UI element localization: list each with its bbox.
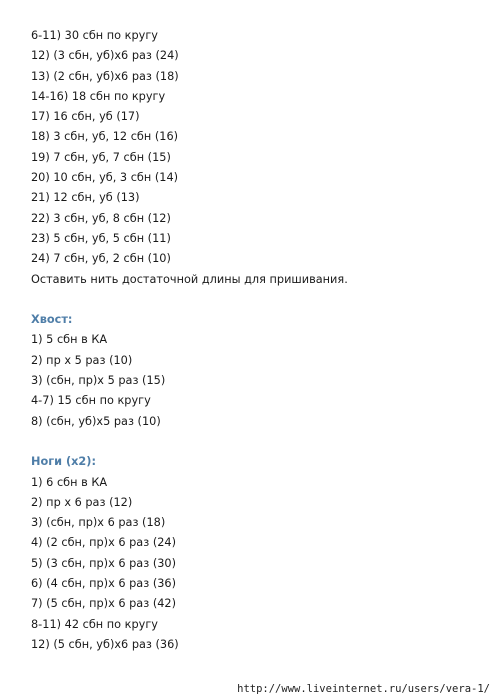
pattern-row: 17) 16 сбн, уб (17): [31, 110, 140, 124]
section-gap: [31, 290, 484, 310]
pattern-row: 19) 7 сбн, уб, 7 сбн (15): [31, 150, 171, 164]
legs-pattern-row: 8-11) 42 сбн по кругу: [31, 617, 158, 631]
tail-section: [31, 330, 484, 431]
tail-pattern-row: 1) 5 сбн в КА: [31, 333, 108, 347]
legs-pattern-row: 6) (4 сбн, пр)х 6 раз (36): [31, 577, 177, 591]
legs-pattern-row: 3) (сбн, пр)х 6 раз (18): [31, 516, 166, 530]
pattern-row: 21) 12 сбн, уб (13): [31, 191, 140, 205]
pattern-row: 13) (2 сбн, уб)х6 раз (18): [31, 69, 179, 83]
body-section: [31, 26, 484, 290]
pattern-row: 22) 3 сбн, уб, 8 сбн (12): [31, 211, 171, 225]
legs-pattern-row: 2) пр х 6 раз (12): [31, 495, 133, 509]
tail-pattern-row: 4-7) 15 сбн по кругу: [31, 394, 151, 408]
legs-pattern-row: 7) (5 сбн, пр)х 6 раз (42): [31, 597, 177, 611]
legs-pattern-row: 12) (5 сбн, уб)х6 раз (36): [31, 637, 179, 651]
legs-pattern-row: 1) 6 сбн в КА: [31, 475, 108, 489]
tail-pattern-row: 8) (сбн, уб)х5 раз (10): [31, 414, 161, 428]
pattern-row: 20) 10 сбн, уб, 3 сбн (14): [31, 171, 179, 185]
tail-pattern-row: 3) (сбн, пр)х 5 раз (15): [31, 374, 166, 388]
legs-pattern-row: 4) (2 сбн, пр)х 6 раз (24): [31, 536, 177, 550]
watermark-url: http://www.liveinternet.ru/users/vera-1/: [237, 683, 490, 695]
legs-section: [31, 473, 484, 656]
pattern-row: Оставить нить достаточной длины для пришивания.: [31, 272, 348, 286]
tail-pattern-row: 2) пр х 5 раз (10): [31, 353, 133, 367]
pattern-row: 18) 3 сбн, уб, 12 сбн (16): [31, 130, 179, 144]
pattern-row: 12) (3 сбн, уб)х6 раз (24): [31, 49, 179, 63]
document-page: [31, 26, 484, 655]
legs-heading: Ноги (х2):: [31, 455, 96, 469]
pattern-row: 23) 5 сбн, уб, 5 сбн (11): [31, 231, 171, 245]
legs-pattern-row: 5) (3 сбн, пр)х 6 раз (30): [31, 556, 177, 570]
tail-heading: Хвост:: [31, 313, 73, 327]
pattern-row: 24) 7 сбн, уб, 2 сбн (10): [31, 252, 171, 266]
pattern-row: 14-16) 18 сбн по кругу: [31, 89, 166, 103]
pattern-row: 6-11) 30 сбн по кругу: [31, 29, 158, 42]
section-gap: [31, 432, 484, 452]
